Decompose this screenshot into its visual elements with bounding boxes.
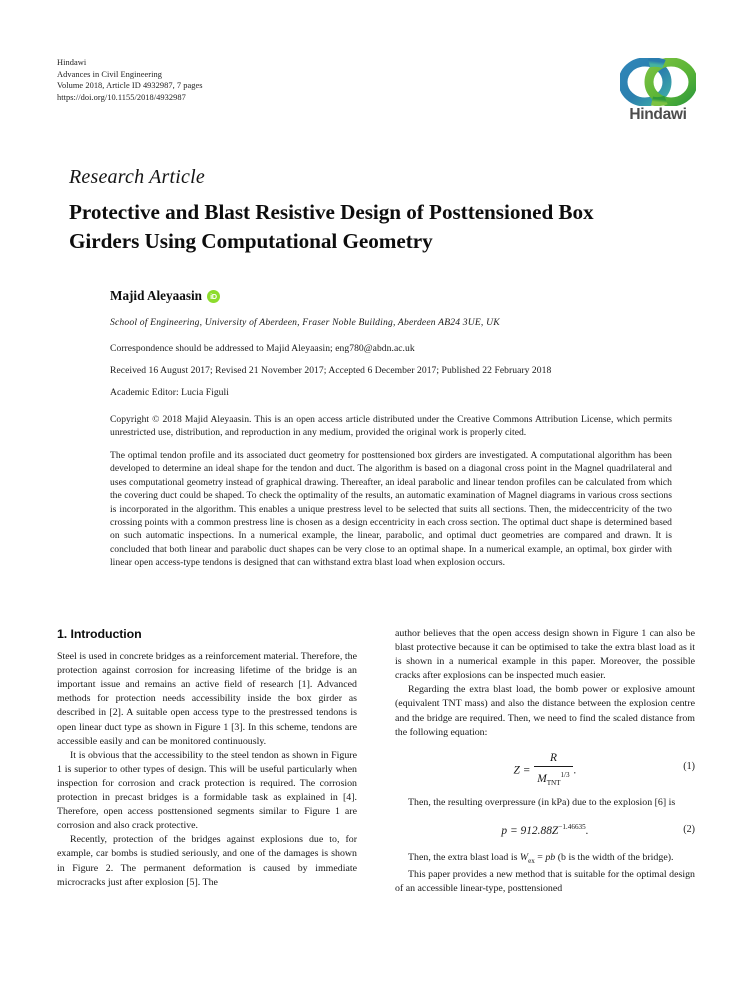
equation-1-denominator-exp: 1/3 <box>560 770 570 779</box>
equation-1-lhs: Z <box>513 764 520 776</box>
equation-2-trailing: . <box>585 824 589 837</box>
correspondence-line: Correspondence should be addressed to Majid Aleyaasin; eng780@abdn.ac.uk <box>110 343 415 354</box>
equation-1-equals: = <box>522 764 531 776</box>
equation-1-fraction <box>534 751 572 790</box>
hindawi-logo[interactable] <box>612 58 704 134</box>
doi-link[interactable]: https://doi.org/10.1155/2018/4932987 <box>57 92 186 102</box>
publisher-name: Hindawi <box>57 58 87 67</box>
equation-2-body <box>395 820 695 838</box>
body-columns <box>57 627 695 957</box>
author-affiliation: School of Engineering, University of Aberdeen, Fraser Noble Building, Aberdeen AB24 3UE, UK <box>110 317 500 328</box>
inline-blast-prefix: Then, the extra blast load is <box>408 851 518 863</box>
paragraph: author believes that the open access design shown in Figure 1 can also be blast protective because it can be optimised to take the extra blast load as it is shown in a numerical example in this paper. Moreover, the possible cracks after explosions can be inspected much easier. <box>395 628 695 682</box>
author-block <box>110 288 220 304</box>
orcid-icon[interactable] <box>207 290 220 303</box>
inline-blast-equals: = <box>537 851 543 863</box>
inline-blast-symbol-sub: ex <box>528 856 535 865</box>
equation-1-denominator-base: M <box>537 772 547 785</box>
paragraph: Recently, protection of the bridges against explosions due to, for example, car bombs is studied seriously, and one of the damages is shown in Figure 2. The permanent deformation is caused by immediate microcracks just after explosion [5]. The <box>57 834 357 888</box>
equation-1-denominator <box>534 767 572 790</box>
academic-editor: Academic Editor: Lucia Figuli <box>110 387 229 398</box>
page-title: Protective and Blast Resistive Design of Posttensioned Box Girders Using Computational Geometry <box>69 200 594 253</box>
equation-2-exponent: −1.46635 <box>558 822 586 831</box>
equation-2 <box>395 820 695 842</box>
equation-1-numerator: R <box>534 751 572 767</box>
hindawi-wordmark: Hindawi <box>629 106 687 123</box>
paragraph: Then, the resulting overpressure (in kPa) due to the explosion [6] is <box>408 796 676 808</box>
author-name: Majid Aleyaasin <box>110 288 202 303</box>
copyright-statement: Copyright © 2018 Majid Aleyaasin. This is an open access article distributed under the Creative Commons Attribution License, which permits unrestricted use, distribution, and reproduction in any medium, provided the original work is properly cited. <box>110 414 672 439</box>
section-heading-introduction: 1. Introduction <box>57 627 142 641</box>
inline-blast-rhs: pb <box>545 851 556 863</box>
equation-1-denominator-sub: TNT <box>546 778 561 787</box>
volume-article-line: Volume 2018, Article ID 4932987, 7 pages <box>57 81 203 91</box>
abstract-text: The optimal tendon profile and its associated duct geometry for posttensioned box girders are investigated. A computational algorithm has been developed to determine an ideal shape for the tendon and duct. The algorithm is based on a diagonal cross point in the Magnel quadrilateral and uses computational geometry instead of graphical drawing. Thereafter, an ideal parabolic and linear tendon profiles can be calculated from which the covering duct could be shaped. To check the optimality of the results, an automatic examination of Magnel diagrams in various cross sections is incorporated in the algorithm. This enables a unique prestress level to be selected that suits all sections. Then, the mideccentricity of the two crossing points with a common prestress line is chosen as a design eccentricity in each cross section. The optimal duct shape is determined based on such automatic inspections. In a numerical example, the linear, parabolic, and optimal duct geometries are compared and drawn. It is concluded that both linear and parabolic duct shapes can be very close to an optimal shape. In a numerical example, an optimal, box girder with linear open access-type tendons is designed that can withstand extra blast load when explosion occurs. <box>110 450 672 569</box>
equation-2-equals: = <box>509 824 518 837</box>
paragraph: It is obvious that the accessibility to the steel tendon as shown in Figure 1 is superior to other types of design. This will be useful particularly when inspection for corrosion and crack protection is required. The corrosion protection in precast bridges is a formidable task as explained in [4]. Therefore, open access posttensioned segments similar to Figure 1 are corrosion and also crack protective. <box>57 749 357 832</box>
column-left <box>57 627 357 890</box>
inline-blast-symbol: W <box>519 851 529 863</box>
equation-1-trailing: . <box>573 764 577 776</box>
column-right <box>395 627 695 896</box>
equation-1 <box>395 751 695 785</box>
equation-2-number: (2) <box>683 823 695 835</box>
publication-dates: Received 16 August 2017; Revised 21 November 2017; Accepted 6 December 2017; Published 22 February 2018 <box>110 365 552 376</box>
journal-masthead <box>57 57 203 103</box>
equation-2-lhs: p <box>501 824 508 837</box>
paragraph: This paper provides a new method that is suitable for the optimal design of an accessible linear-type, posttensioned <box>395 868 695 894</box>
paragraph-inline-blast <box>395 851 695 868</box>
hindawi-rings-icon <box>620 58 696 106</box>
equation-2-coefficient: 912.88 <box>520 824 552 837</box>
equation-1-body <box>395 751 695 790</box>
inline-blast-note: (b is the width of the bridge). <box>557 851 674 863</box>
paragraph: Regarding the extra blast load, the bomb power or explosive amount (equivalent TNT mass) and also the distance between the explosion centre and the bridge are required. Then, we need to find the scaled distance from the following equation: <box>395 684 695 738</box>
equation-1-number: (1) <box>683 760 695 772</box>
journal-name: Advances in Civil Engineering <box>57 69 162 79</box>
article-type: Research Article <box>69 166 205 188</box>
paragraph: Steel is used in concrete bridges as a reinforcement material. Therefore, the protection against corrosion for increasing lifetime of the bridge is an important issue and remains an active field of research [1]. Advanced methods for protection needs accessibility inside the box girder as described in [2]. A suitable open access type to the prestressed tendons is open linear duct type as shown in Figure 1 [3]. In this scheme, tendons are accessible easily and can be monitored continuously. <box>57 651 357 747</box>
equation-2-variable: Z <box>551 824 559 837</box>
